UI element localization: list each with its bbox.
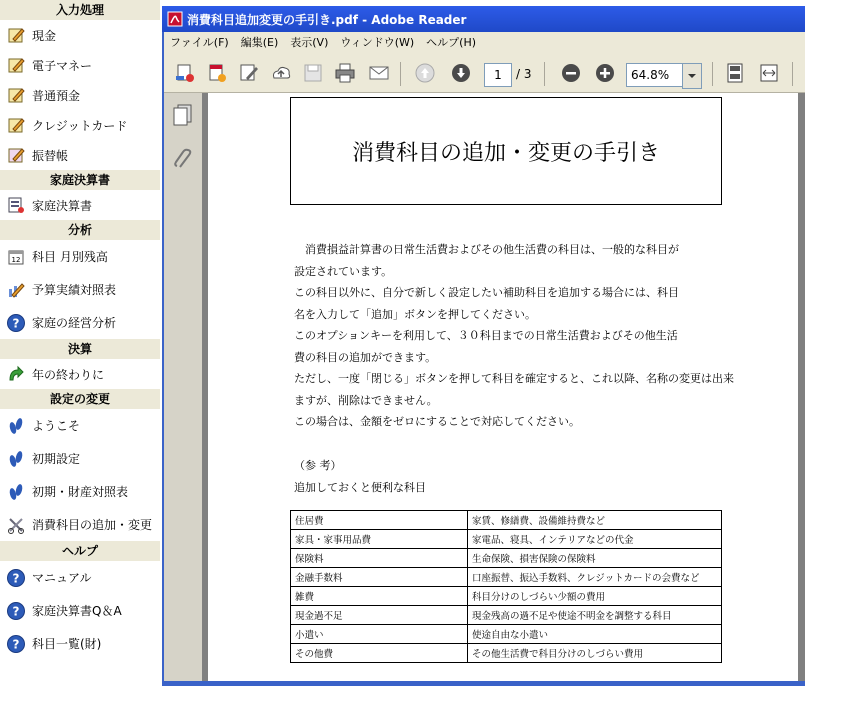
- sidebar-item-label: ようこそ: [32, 419, 81, 433]
- pencil-notepad-icon: [6, 115, 26, 135]
- reference-heading: （参 考）: [294, 459, 342, 472]
- table-cell: 使途自由な小遣い: [468, 625, 722, 644]
- sidebar-item-label: 現金: [32, 28, 57, 43]
- toolbar-separator: [712, 62, 713, 86]
- help-circle-icon: [6, 601, 26, 621]
- section-header-settings: 設定の変更: [0, 389, 160, 409]
- zoom-dropdown-button[interactable]: [682, 63, 702, 89]
- sidebar-item-management-analysis[interactable]: [0, 306, 160, 339]
- sidebar-item-label: 普通預金: [32, 88, 81, 103]
- table-row: [291, 625, 722, 644]
- sidebar-item-label: 家庭の経営分析: [32, 316, 117, 330]
- fit-page-icon[interactable]: [724, 62, 746, 84]
- section-header-analysis: 分析: [0, 220, 160, 240]
- table-row: [291, 606, 722, 625]
- sidebar-item-manual[interactable]: [0, 561, 160, 594]
- toolbar-separator: [544, 62, 545, 86]
- sidebar-item-emoney[interactable]: [0, 50, 160, 80]
- table-cell: 雑費: [291, 587, 468, 606]
- sidebar-item-cash[interactable]: [0, 20, 160, 50]
- table-row: [291, 549, 722, 568]
- table-cell: 金融手数料: [291, 568, 468, 587]
- pencil-notepad-icon: [6, 55, 26, 75]
- reference-table: [290, 510, 722, 663]
- sidebar-item-year-end[interactable]: [0, 359, 160, 389]
- pdf-icon: [167, 11, 183, 27]
- menu-file[interactable]: ファイル(F): [170, 36, 229, 49]
- table-cell: 生命保険、損害保険の保険料: [468, 549, 722, 568]
- sidebar-item-label: 振替帳: [32, 148, 69, 163]
- calendar-icon: [6, 247, 26, 267]
- sidebar-item-label: 家庭決算書: [32, 198, 93, 213]
- sidebar-item-label: 科目一覧(財): [32, 637, 102, 651]
- pencil-chart-icon: [6, 280, 26, 300]
- pencil-notepad-icon: [6, 145, 26, 165]
- paragraph-line: この科目以外に、自分で新しく設定したい補助科目を追加する場合には、科目: [294, 286, 679, 299]
- toolbar-separator: [792, 62, 793, 86]
- footprint-icon: [6, 482, 26, 502]
- table-row: [291, 511, 722, 530]
- paragraph-line: 設定されています。: [294, 264, 393, 278]
- sidebar-item-expense-accounts[interactable]: [0, 508, 160, 541]
- sidebar-item-label: 初期・財産対照表: [32, 485, 129, 499]
- table-cell: 現金過不足: [291, 606, 468, 625]
- paragraph-line: 消費損益計算書の日常生活費およびその他生活費の科目は、一般的な科目が: [294, 243, 679, 256]
- menu-window[interactable]: ウィンドウ(W): [340, 36, 415, 49]
- menu-help[interactable]: ヘルプ(H): [426, 36, 477, 49]
- window-title: 消費科目追加変更の手引き.pdf - Adobe Reader: [187, 12, 467, 27]
- attachment-paperclip-icon[interactable]: [172, 147, 194, 174]
- table-cell: 科目分けのしづらい少額の費用: [468, 587, 722, 606]
- toolbar: [164, 52, 805, 93]
- help-circle-icon: [6, 634, 26, 654]
- table-row: [291, 644, 722, 663]
- section-header-input: 入力処理: [0, 0, 160, 20]
- help-circle-icon: [6, 313, 26, 333]
- sidebar-item-label: 予算実績対照表: [32, 283, 117, 297]
- zoom-in-icon[interactable]: [594, 62, 616, 84]
- svg-text:?: ?: [12, 571, 20, 585]
- save-disk-icon[interactable]: [302, 62, 324, 84]
- sidebar-item-transfer[interactable]: [0, 140, 160, 170]
- sidebar-item-account-list[interactable]: [0, 627, 160, 660]
- table-row: [291, 530, 722, 549]
- pdf-page: [208, 93, 798, 681]
- zoom-level-input[interactable]: 64.8%: [626, 63, 684, 87]
- paragraph-line: このオプションキーを利用して、３０科目までの日常生活費およびその他生活: [294, 329, 678, 342]
- toolbar-separator: [400, 62, 401, 86]
- upload-cloud-icon[interactable]: [270, 62, 292, 84]
- page-total: / 3: [516, 67, 532, 81]
- paragraph-line: この場合は、金額をゼロにすることで対応してください。: [294, 415, 580, 428]
- sidebar-item-household-statement[interactable]: [0, 190, 160, 220]
- table-cell: 現金残高の過不足や使途不明金を調整する科目: [468, 606, 722, 625]
- next-page-icon[interactable]: [450, 62, 472, 84]
- table-cell: 家具・家事用品費: [291, 530, 468, 549]
- section-header-help: ヘルプ: [0, 541, 160, 561]
- sidebar-item-initial-settings[interactable]: [0, 442, 160, 475]
- sidebar-item-label: 年の終わりに: [32, 367, 105, 382]
- section-header-statement: 家庭決算書: [0, 170, 160, 190]
- sidebar-item-label: 科目 月別残高: [32, 250, 108, 264]
- menu-view[interactable]: 表示(V): [290, 36, 329, 49]
- footprint-icon: [6, 449, 26, 469]
- print-icon[interactable]: [334, 62, 356, 84]
- reader-window: [162, 6, 805, 686]
- menu-bar: [164, 32, 805, 52]
- sidebar-item-credit-card[interactable]: [0, 110, 160, 140]
- footprint-icon: [6, 416, 26, 436]
- create-pdf-icon[interactable]: [174, 62, 196, 84]
- sidebar-item-label: 電子マネー: [32, 58, 93, 73]
- svg-text:?: ?: [12, 637, 20, 651]
- pages-panel-icon[interactable]: [172, 103, 194, 130]
- table-cell: 保険料: [291, 549, 468, 568]
- sidebar-item-monthly-balance[interactable]: [0, 240, 160, 273]
- table-cell: 家賃、修繕費、設備維持費など: [468, 511, 722, 530]
- menu-edit[interactable]: 編集(E): [240, 36, 279, 49]
- sidebar-item-savings[interactable]: [0, 80, 160, 110]
- sidebar-item-faq[interactable]: [0, 594, 160, 627]
- document-title: 消費科目の追加・変更の手引き: [290, 97, 722, 205]
- navigation-pane: [164, 93, 202, 681]
- sidebar-item-label: クレジットカード: [32, 118, 128, 133]
- previous-page-icon[interactable]: [414, 62, 436, 84]
- document-area[interactable]: [202, 93, 805, 681]
- edit-document-icon[interactable]: [238, 62, 260, 84]
- svg-text:?: ?: [12, 316, 20, 330]
- sidebar-item-label: 家庭決算書Q＆A: [32, 604, 122, 618]
- table-cell: その他費: [291, 644, 468, 663]
- pencil-notepad-icon: [6, 25, 26, 45]
- zoom-out-icon[interactable]: [560, 62, 582, 84]
- svg-text:?: ?: [12, 604, 20, 618]
- report-icon: [6, 195, 26, 215]
- paragraph-line: ますが、削除はできません。: [294, 393, 438, 407]
- paragraph-line: 費の科目の追加ができます。: [294, 350, 437, 364]
- paragraph-line: ただし、一度「閉じる」ボタンを押して科目を確定すると、これ以降、名称の変更は出来: [294, 372, 734, 385]
- sidebar-item-label: 消費科目の追加・変更: [32, 518, 153, 532]
- sidebar-item-welcome[interactable]: [0, 409, 160, 442]
- green-arrow-icon: [6, 364, 26, 384]
- document-body: [294, 239, 784, 433]
- scissors-tool-icon: [6, 515, 26, 535]
- page-number-input[interactable]: 1: [484, 63, 512, 87]
- table-cell: その他生活費で科目分けのしづらい費用: [468, 644, 722, 663]
- pencil-notepad-icon: [6, 85, 26, 105]
- table-row: [291, 587, 722, 606]
- section-header-closing: 決算: [0, 339, 160, 359]
- table-cell: 小遣い: [291, 625, 468, 644]
- sidebar-item-initial-balance[interactable]: [0, 475, 160, 508]
- reference-subheading: 追加しておくと便利な科目: [294, 481, 426, 494]
- sidebar: [0, 0, 160, 686]
- chevron-down-icon: [687, 69, 697, 83]
- svg-text:12: 12: [11, 255, 21, 264]
- paragraph-line: 名を入力して「追加」ボタンを押してください。: [294, 307, 536, 321]
- sidebar-item-label: マニュアル: [32, 571, 92, 585]
- table-cell: 口座振替、振込手数料、クレジットカードの会費など: [468, 568, 722, 587]
- sidebar-item-label: 初期設定: [32, 452, 81, 466]
- window-titlebar[interactable]: [162, 6, 805, 32]
- sidebar-item-budget-actual[interactable]: [0, 273, 160, 306]
- email-icon[interactable]: [368, 62, 390, 84]
- help-circle-icon: [6, 568, 26, 588]
- fit-width-icon[interactable]: [758, 62, 780, 84]
- table-cell: 住居費: [291, 511, 468, 530]
- table-cell: 家電品、寝具、インテリアなどの代金: [468, 530, 722, 549]
- table-row: [291, 568, 722, 587]
- save-copy-icon[interactable]: [206, 62, 228, 84]
